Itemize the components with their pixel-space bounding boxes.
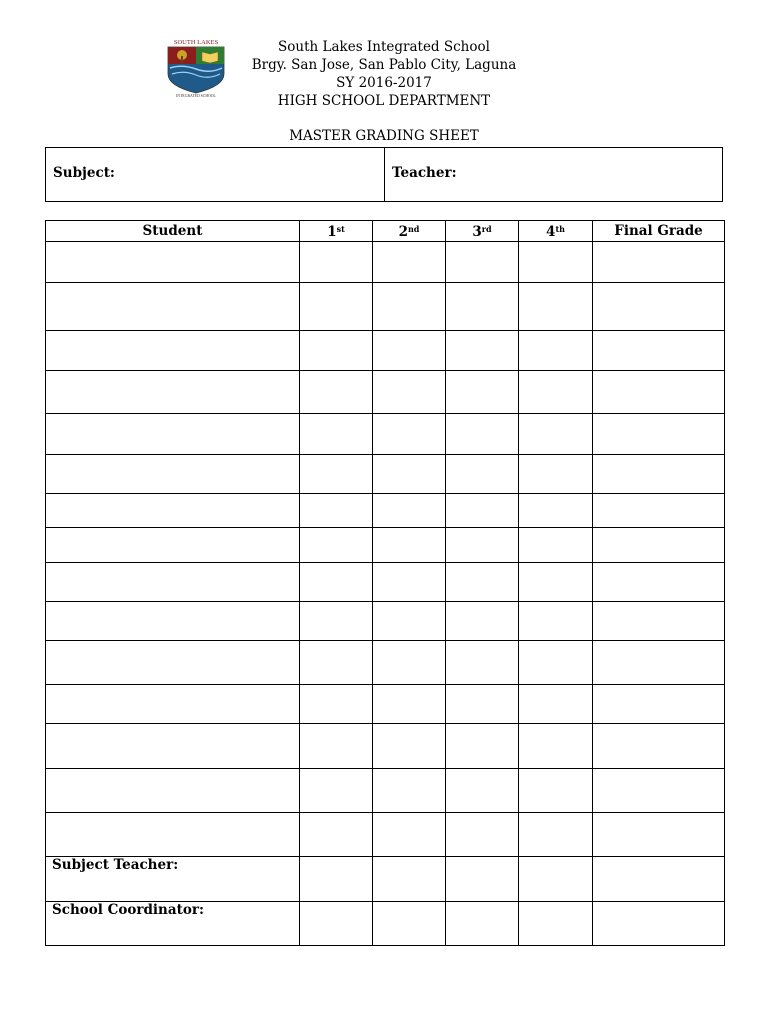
quarter-grade-cell[interactable] — [300, 641, 373, 685]
quarter-grade-cell[interactable] — [519, 371, 593, 414]
quarter-grade-cell[interactable] — [373, 414, 446, 455]
quarter-grade-cell[interactable] — [519, 455, 593, 494]
quarter-grade-cell[interactable] — [300, 528, 373, 563]
quarter-grade-cell[interactable] — [373, 563, 446, 602]
quarter-grade-cell[interactable] — [300, 283, 373, 331]
final-grade-cell[interactable] — [593, 602, 725, 641]
quarter-grade-cell[interactable] — [446, 242, 519, 283]
quarter-grade-cell[interactable] — [446, 528, 519, 563]
signature-cell[interactable] — [373, 902, 446, 946]
column-header-4th: 4th — [519, 221, 593, 242]
student-row — [46, 813, 725, 857]
student-row — [46, 414, 725, 455]
subject-label: Subject: — [53, 165, 115, 181]
student-name-cell[interactable] — [46, 563, 300, 602]
quarter-grade-cell[interactable] — [446, 331, 519, 371]
final-grade-cell[interactable] — [593, 242, 725, 283]
quarter-grade-cell[interactable] — [519, 242, 593, 283]
quarter-grade-cell[interactable] — [300, 685, 373, 724]
quarter-grade-cell[interactable] — [519, 283, 593, 331]
quarter-grade-cell[interactable] — [373, 242, 446, 283]
quarter-grade-cell[interactable] — [300, 724, 373, 769]
student-name-cell[interactable] — [46, 528, 300, 563]
final-grade-cell[interactable] — [593, 724, 725, 769]
subject-teacher-box — [45, 147, 723, 202]
column-header-1st: 1st — [300, 221, 373, 242]
student-row — [46, 528, 725, 563]
quarter-grade-cell[interactable] — [519, 724, 593, 769]
subject-teacher-cell[interactable] — [46, 857, 300, 902]
quarter-grade-cell[interactable] — [373, 331, 446, 371]
table-header-row — [46, 221, 725, 242]
quarter-grade-cell[interactable] — [519, 685, 593, 724]
grading-table — [45, 220, 725, 946]
quarter-grade-cell[interactable] — [373, 769, 446, 813]
column-header-final-grade: Final Grade — [593, 221, 725, 242]
student-row — [46, 685, 725, 724]
student-name-cell[interactable] — [46, 602, 300, 641]
quarter-grade-cell[interactable] — [373, 283, 446, 331]
quarter-grade-cell[interactable] — [373, 371, 446, 414]
student-name-cell[interactable] — [46, 331, 300, 371]
student-row — [46, 371, 725, 414]
school-coordinator-cell[interactable] — [46, 902, 300, 946]
signature-cell[interactable] — [519, 902, 593, 946]
quarter-grade-cell[interactable] — [300, 494, 373, 528]
quarter-grade-cell[interactable] — [519, 769, 593, 813]
student-row — [46, 724, 725, 769]
student-name-cell[interactable] — [46, 813, 300, 857]
student-row — [46, 769, 725, 813]
quarter-grade-cell[interactable] — [519, 813, 593, 857]
column-header-2nd: 2nd — [373, 221, 446, 242]
signature-cell[interactable] — [373, 857, 446, 902]
quarter-grade-cell[interactable] — [446, 563, 519, 602]
school-year: SY 2016-2017 — [336, 75, 432, 91]
quarter-grade-cell[interactable] — [446, 769, 519, 813]
quarter-grade-cell[interactable] — [446, 283, 519, 331]
quarter-grade-cell[interactable] — [519, 414, 593, 455]
quarter-grade-cell[interactable] — [519, 528, 593, 563]
quarter-grade-cell[interactable] — [300, 455, 373, 494]
student-name-cell[interactable] — [46, 414, 300, 455]
student-row — [46, 641, 725, 685]
student-name-cell[interactable] — [46, 371, 300, 414]
student-row — [46, 602, 725, 641]
quarter-grade-cell[interactable] — [373, 641, 446, 685]
final-grade-cell[interactable] — [593, 563, 725, 602]
quarter-grade-cell[interactable] — [300, 414, 373, 455]
school-coordinator-row — [46, 902, 725, 946]
quarter-grade-cell[interactable] — [373, 685, 446, 724]
student-name-cell[interactable] — [46, 455, 300, 494]
quarter-grade-cell[interactable] — [300, 602, 373, 641]
quarter-grade-cell[interactable] — [446, 602, 519, 641]
student-name-cell[interactable] — [46, 724, 300, 769]
teacher-label: Teacher: — [392, 165, 457, 181]
school-address: Brgy. San Jose, San Pablo City, Laguna — [251, 57, 517, 73]
signature-cell[interactable] — [446, 902, 519, 946]
final-grade-cell[interactable] — [593, 641, 725, 685]
quarter-grade-cell[interactable] — [519, 331, 593, 371]
final-grade-cell[interactable] — [593, 414, 725, 455]
student-row — [46, 455, 725, 494]
quarter-grade-cell[interactable] — [519, 563, 593, 602]
quarter-grade-cell[interactable] — [519, 602, 593, 641]
student-row — [46, 494, 725, 528]
signature-cell[interactable] — [446, 857, 519, 902]
quarter-grade-cell[interactable] — [373, 455, 446, 494]
teacher-cell[interactable] — [385, 148, 722, 201]
quarter-grade-cell[interactable] — [300, 769, 373, 813]
signature-cell[interactable] — [519, 857, 593, 902]
quarter-grade-cell[interactable] — [446, 813, 519, 857]
student-row — [46, 331, 725, 371]
quarter-grade-cell[interactable] — [446, 685, 519, 724]
school-header — [200, 38, 568, 110]
student-row — [46, 283, 725, 331]
department-name: HIGH SCHOOL DEPARTMENT — [277, 93, 491, 109]
final-grade-cell[interactable] — [593, 769, 725, 813]
signature-cell[interactable] — [593, 902, 725, 946]
quarter-grade-cell[interactable] — [446, 455, 519, 494]
quarter-grade-cell[interactable] — [446, 371, 519, 414]
quarter-grade-cell[interactable] — [446, 494, 519, 528]
school-name: South Lakes Integrated School — [278, 39, 490, 55]
quarter-grade-cell[interactable] — [300, 563, 373, 602]
subject-cell[interactable] — [46, 148, 385, 201]
student-name-cell[interactable] — [46, 641, 300, 685]
quarter-grade-cell[interactable] — [373, 813, 446, 857]
quarter-grade-cell[interactable] — [300, 813, 373, 857]
final-grade-cell[interactable] — [593, 331, 725, 371]
student-row — [46, 563, 725, 602]
quarter-grade-cell[interactable] — [373, 602, 446, 641]
final-grade-cell[interactable] — [593, 685, 725, 724]
column-header-student: Student — [46, 221, 300, 242]
quarter-grade-cell[interactable] — [373, 494, 446, 528]
student-name-cell[interactable] — [46, 494, 300, 528]
school-coordinator-label: School Coordinator: — [52, 902, 204, 918]
student-name-cell[interactable] — [46, 242, 300, 283]
signature-cell[interactable] — [300, 902, 373, 946]
student-name-cell[interactable] — [46, 769, 300, 813]
quarter-grade-cell[interactable] — [446, 724, 519, 769]
signature-cell[interactable] — [300, 857, 373, 902]
subject-teacher-row — [46, 857, 725, 902]
logo-text-top: SOUTH LAKES — [173, 39, 219, 46]
logo-text-bottom: INTEGRATED SCHOOL — [176, 94, 216, 98]
quarter-grade-cell[interactable] — [300, 242, 373, 283]
student-name-cell[interactable] — [46, 685, 300, 724]
sheet-title: MASTER GRADING SHEET — [289, 128, 479, 144]
subject-teacher-label: Subject Teacher: — [52, 857, 179, 873]
final-grade-cell[interactable] — [593, 813, 725, 857]
final-grade-cell[interactable] — [593, 371, 725, 414]
signature-cell[interactable] — [593, 857, 725, 902]
quarter-grade-cell[interactable] — [373, 724, 446, 769]
quarter-grade-cell[interactable] — [446, 414, 519, 455]
quarter-grade-cell[interactable] — [300, 371, 373, 414]
quarter-grade-cell[interactable] — [373, 528, 446, 563]
student-row — [46, 242, 725, 283]
quarter-grade-cell[interactable] — [300, 331, 373, 371]
final-grade-cell[interactable] — [593, 494, 725, 528]
final-grade-cell[interactable] — [593, 528, 725, 563]
final-grade-cell[interactable] — [593, 455, 725, 494]
student-name-cell[interactable] — [46, 283, 300, 331]
column-header-3rd: 3rd — [446, 221, 519, 242]
quarter-grade-cell[interactable] — [519, 641, 593, 685]
quarter-grade-cell[interactable] — [446, 641, 519, 685]
final-grade-cell[interactable] — [593, 283, 725, 331]
quarter-grade-cell[interactable] — [519, 494, 593, 528]
